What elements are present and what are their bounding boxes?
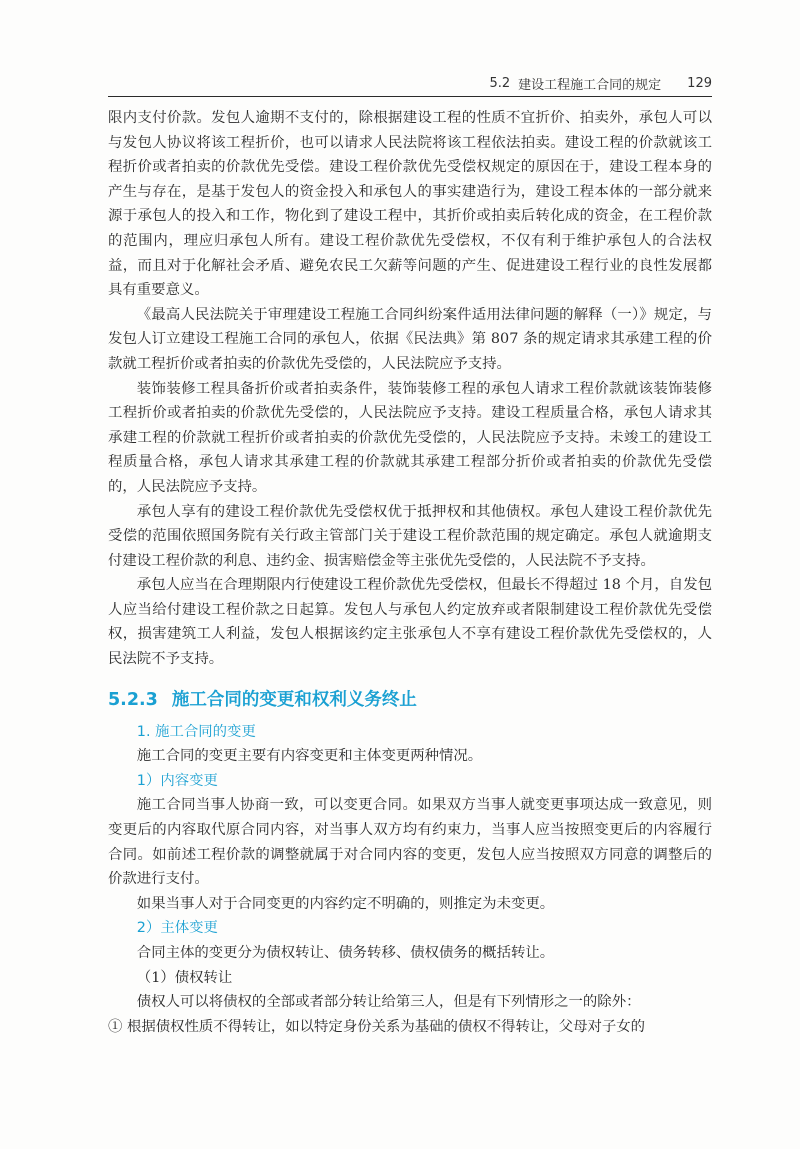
section-title: 施工合同的变更和权利义务终止: [171, 689, 417, 710]
page-body: [108, 106, 712, 1039]
header-section-number: 5.2: [489, 75, 511, 91]
section-heading: [108, 688, 712, 712]
paragraph-unclear-change: 如果当事人对于合同变更的内容约定不明确的，则推定为未变更。: [136, 895, 555, 912]
subheading-party-change: 2）主体变更: [136, 920, 218, 937]
subheading-content-change: 1）内容变更: [136, 772, 218, 789]
paragraph-content-change: 施工合同当事人协商一致，可以变更合同。如果双方当事人就变更事项达成一致意见，则变更后的内容取代原合同内容，对当事人双方均有约束力，当事人应当按照变更后的内容履行合同。如前述工程价款的调整就属于对合同内容的变更，发包人应当按照双方同意的调整后的价款进行支付。: [108, 797, 712, 888]
header-rule: [108, 96, 712, 97]
paragraph-interpretation: 《最高人民法院关于审理建设工程施工合同纠纷案件适用法律问题的解释（一）》规定，与发包人订立建设工程施工合同的承包人，依据《民法典》第 807 条的规定请求其承建工程的价款就工程折价或者拍卖的价款优先受偿的，人民法院应予支持。: [108, 306, 712, 372]
paragraph-change-intro: 施工合同的变更主要有内容变更和主体变更两种情况。: [136, 748, 483, 765]
page-number: 129: [687, 75, 712, 91]
paragraph-claim-assignment: 债权人可以将债权的全部或者部分转让给第三人，但是有下列情形之一的除外：: [136, 994, 641, 1011]
paragraph-continued: 限内支付价款。发包人逾期不支付的，除根据建设工程的性质不宜折价、拍卖外，承包人可以与发包人协议将该工程折价，也可以请求人民法院将该工程依法拍卖。建设工程的价款就该工程折价或者拍卖的价款优先受偿。建设工程价款优先受偿权规定的原因在于，建设工程本身的产生与存在，是基于发包人的资金投入和承包人的事实建造行为，建设工程本体的一部分就来源于承包人的投入和工作，物化到了建设工程中，其折价或拍卖后转化成的资金，在工程价款的范围内，理应归承包人所有。建设工程价款优先受偿权，不仅有利于维护承包人的合法权益，而且对于化解社会矛盾、避免农民工欠薪等问题的产生、促进建设工程行业的良性发展都具有重要意义。: [108, 110, 712, 299]
section-number: 5.2.3: [108, 689, 158, 710]
subheading-claim-assignment: （1）债权转让: [136, 969, 233, 986]
list-item-1: ① 根据债权性质不得转让，如以特定身份关系为基础的债权不得转让，父母对子女的: [108, 1018, 646, 1035]
running-header: [108, 72, 712, 94]
paragraph-decoration: 装饰装修工程具备折价或者拍卖条件，装饰装修工程的承包人请求工程价款就该装饰装修工程折价或者拍卖的价款优先受偿的，人民法院应予支持。建设工程质量合格，承包人请求其承建工程的价款就工程折价或者拍卖的价款优先受偿的，人民法院应予支持。未竣工的建设工程质量合格，承包人请求其承建工程的价款就其承建工程部分折价或者拍卖的价款优先受偿的，人民法院应予支持。: [108, 380, 712, 495]
subheading-contract-change: 1. 施工合同的变更: [136, 723, 256, 740]
paragraph-priority: 承包人享有的建设工程价款优先受偿权优于抵押权和其他债权。承包人建设工程价款优先受偿的范围依照国务院有关行政主管部门关于建设工程价款范围的规定确定。承包人就逾期支付建设工程价款的利息、违约金、损害赔偿金等主张优先受偿的，人民法院不予支持。: [108, 503, 712, 569]
paragraph-time-limit: 承包人应当在合理期限内行使建设工程价款优先受偿权，但最长不得超过 18 个月，自发包人应当给付建设工程价款之日起算。发包人与承包人约定放弃或者限制建设工程价款优先受偿权，损害建筑工人利益，发包人根据该约定主张承包人不享有建设工程价款优先受偿权的，人民法院不予支持。: [108, 577, 712, 668]
header-section-title: 建设工程施工合同的规定: [518, 77, 662, 93]
paragraph-party-change: 合同主体的变更分为债权转让、债务转移、债权债务的概括转让。: [136, 945, 555, 961]
